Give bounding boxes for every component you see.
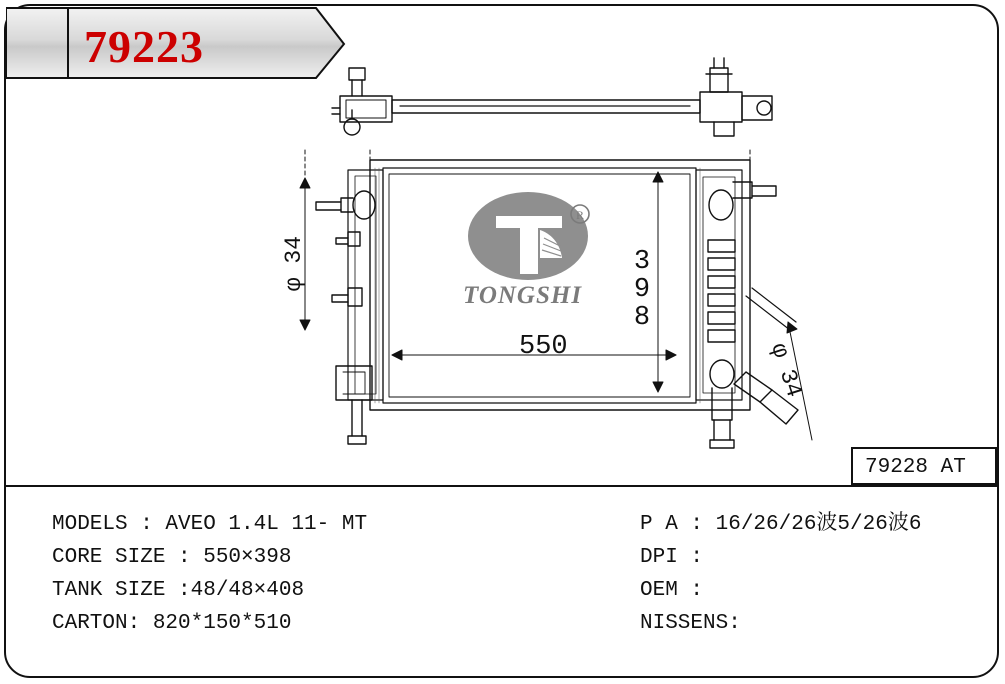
dimension-height-label: 398: [627, 247, 657, 331]
specs-right-column: [640, 508, 990, 640]
dimension-width-label: 550: [519, 332, 568, 362]
spec-tank-size: TANK SIZE :48/48×408: [52, 579, 305, 602]
part-number-banner: [6, 6, 346, 80]
code-box: [851, 447, 997, 485]
dimension-inlet-right-label: φ 34: [765, 340, 808, 401]
spec-dpi: DPI :: [640, 546, 704, 569]
dimension-inlet-left-label: φ 34: [281, 236, 307, 292]
code-box-text: 79228 AT: [865, 456, 966, 479]
part-number: 79223: [84, 21, 204, 72]
spec-carton: CARTON: 820*150*510: [52, 612, 292, 635]
spec-core-size: CORE SIZE : 550×398: [52, 546, 292, 569]
left-tank-fittings: [316, 191, 375, 444]
spec-pa: P A : 16/26/26波5/26波6: [640, 513, 922, 536]
section-divider: [6, 485, 999, 487]
top-tube-assembly: [332, 58, 772, 136]
spec-nissens: NISSENS:: [640, 612, 741, 635]
spec-models: MODELS : AVEO 1.4L 11- MT: [52, 513, 368, 536]
brand-watermark-text: TONGSHI: [463, 282, 583, 309]
specs-left-column: [52, 508, 622, 640]
spec-oem: OEM :: [640, 579, 704, 602]
right-tank-fittings: [708, 182, 798, 448]
svg-text:R: R: [575, 208, 585, 222]
